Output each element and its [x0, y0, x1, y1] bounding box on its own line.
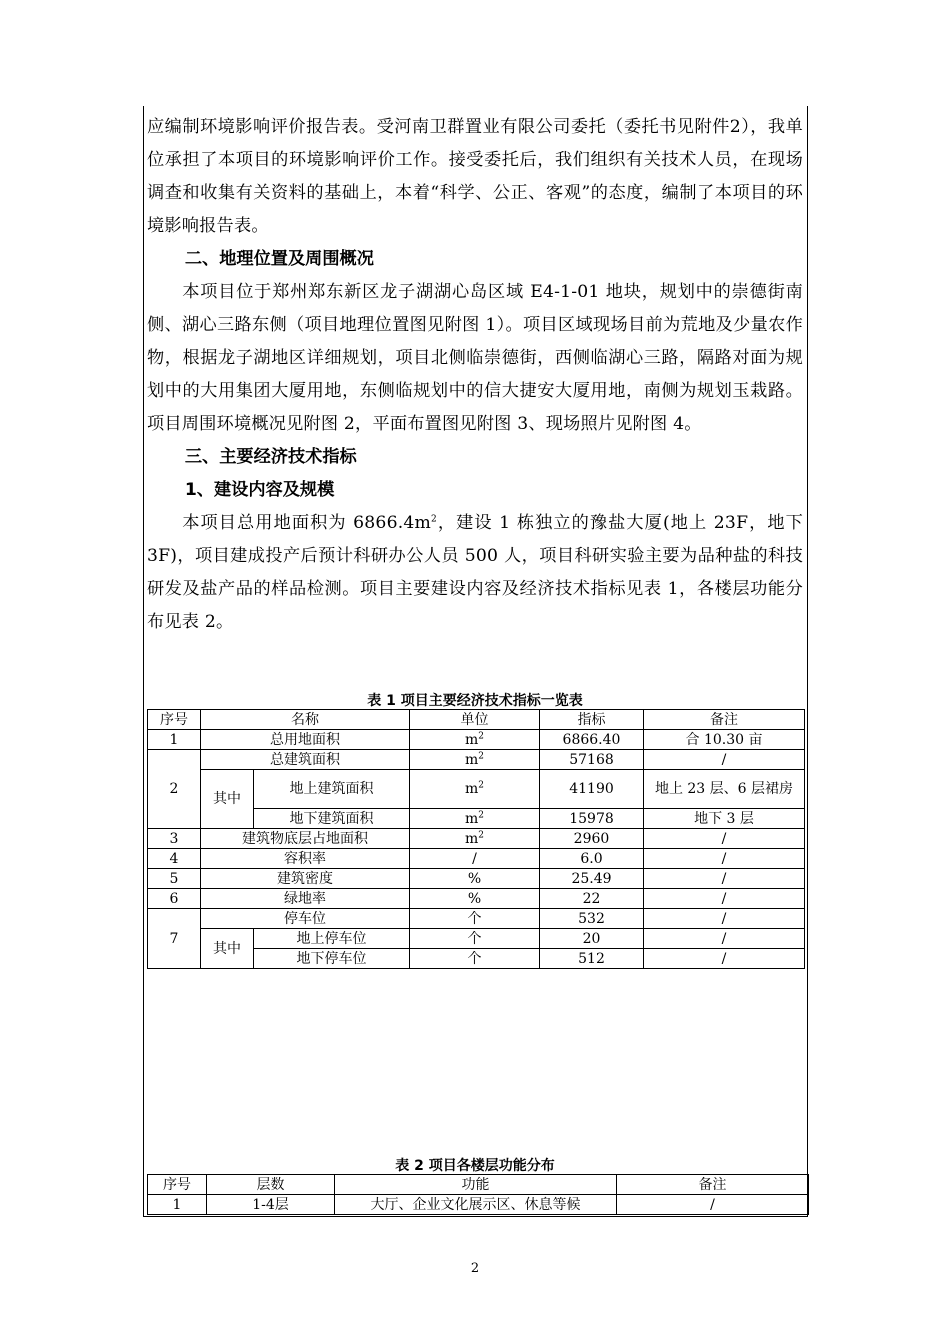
- table-floor-functions: [147, 1174, 809, 1215]
- table-row: 4 容积率 / 6.0 /: [148, 849, 805, 869]
- header-cell: 备注: [617, 1175, 809, 1195]
- section-heading-location: 二、地理位置及周围概况: [184, 249, 374, 269]
- paragraph-location: 本项目位于郑州郑东新区龙子湖湖心岛区域 E4-1-01 地块，规划中的崇德街南侧、湖心三路东侧（项目地理位置图见附图 1）。项目区域现场目前为荒地及少量农作物，根据龙子湖地区详细规划，项目北侧临崇德街，西侧临湖心三路，隔路对面为规划中的大用集团大厦用地，东侧临规划中的信大捷安大厦用地，南侧为规划玉栽路。项目周围环境概况见附图 2，平面布置图见附图 3、现场照片见附图 4。: [147, 282, 803, 434]
- header-cell: 层数: [207, 1175, 335, 1195]
- table-row: 1 1-4层 大厅、企业文化展示区、休息等候 /: [148, 1195, 809, 1215]
- unit-cell: $m^2$: [410, 730, 540, 750]
- table-row: 3 建筑物底层占地面积 $m^2$ 2960 /: [148, 829, 805, 849]
- document-body: [147, 111, 803, 639]
- unit-cell: $m^2$: [410, 770, 540, 809]
- table-row: 1 总用地面积 $m^2$ 6866.40 合 10.30 亩: [148, 730, 805, 750]
- table2-caption: 表 2 项目各楼层功能分布: [395, 1158, 555, 1174]
- page-number: 2: [470, 1261, 480, 1276]
- table-row: 2 总建筑面积 $m^2$ 57168 /: [148, 750, 805, 770]
- paragraph-commission: 应编制环境影响评价报告表。受河南卫群置业有限公司委托（委托书见附件2），我单位承担了本项目的环境影响评价工作。接受委托后，我们组织有关技术人员，在现场调查和收集有关资料的基础上，本着“科学、公正、客观”的态度，编制了本项目的环境影响报告表。: [147, 117, 803, 236]
- table-row: 其中 地上建筑面积 $m^2$ 41190 地上 23 层、6 层裙房: [148, 770, 805, 809]
- table-row: 地下停车位 个 512 /: [148, 949, 805, 969]
- sub-label: 其中: [201, 770, 254, 829]
- table1-caption: 表 1 项目主要经济技术指标一览表: [367, 693, 583, 709]
- subsection-heading-scale: 1、建设内容及规模: [184, 480, 335, 500]
- unit-cell: $m^2$: [410, 829, 540, 849]
- table-header-row: [148, 1175, 809, 1195]
- header-cell: 备注: [644, 710, 805, 730]
- sub-label: 其中: [201, 929, 254, 969]
- section-heading-indicators: 三、主要经济技术指标: [184, 447, 357, 467]
- table-header-row: [148, 710, 805, 730]
- table-row: 地下建筑面积 $m^2$ 15978 地下 3 层: [148, 809, 805, 829]
- table-economic-indicators: [147, 709, 805, 969]
- header-cell: 指标: [540, 710, 644, 730]
- unit-cell: $m^2$: [410, 809, 540, 829]
- paragraph-scale: 本项目总用地面积为 $6866.4m^2$，建设 1 栋独立的豫盐大厦(地上 23F，地下 3F)，项目建成投产后预计科研办公人员 500 人，项目科研实验主要为品种盐的科技研发及盐产品的样品检测。项目主要建设内容及经济技术指标见表 1，各楼层功能分布见表 2。: [147, 513, 803, 632]
- header-cell: 序号: [148, 1175, 207, 1195]
- header-cell: 功能: [335, 1175, 617, 1195]
- header-cell: 单位: [410, 710, 540, 730]
- table-row: 6 绿地率 % 22 /: [148, 889, 805, 909]
- table-row: 7 停车位 个 532 /: [148, 909, 805, 929]
- table-row: 5 建筑密度 % 25.49 /: [148, 869, 805, 889]
- table-row: 其中 地上停车位 个 20 /: [148, 929, 805, 949]
- header-cell: 序号: [148, 710, 201, 730]
- unit-cell: $m^2$: [410, 750, 540, 770]
- header-cell: 名称: [201, 710, 410, 730]
